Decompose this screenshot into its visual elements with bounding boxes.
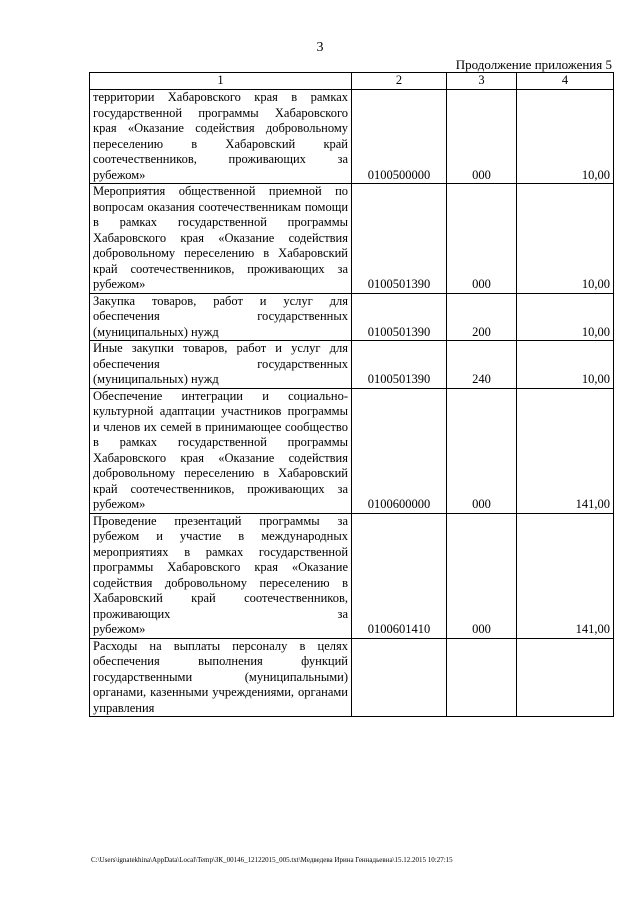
- description-last-line: рубежом»: [93, 622, 146, 636]
- table-row: [90, 513, 614, 638]
- row-target-code: 0100501390: [352, 293, 447, 341]
- description-line: органами, казенными учреждениями,: [93, 685, 295, 699]
- description-line: Расходы на выплаты персоналу в целях: [93, 638, 348, 653]
- description-line: соотечественников, проживающих за: [93, 591, 348, 621]
- description-line: Хабаровского края «Оказание: [93, 105, 349, 135]
- row-target-code: [352, 638, 447, 717]
- row-target-code: 0100600000: [352, 388, 447, 513]
- row-expense-type: 000: [447, 388, 517, 513]
- description-line: переселению в Хабаровский край: [93, 575, 349, 605]
- description-line: государственной программы: [177, 215, 349, 229]
- description-last-line: рубежом»: [93, 277, 146, 291]
- description-line: рубежом и участие в международных: [93, 529, 348, 543]
- row-expense-type: [447, 638, 517, 717]
- column-header-3: 3: [447, 73, 517, 90]
- description-last-line: рубежом»: [93, 167, 146, 182]
- row-description: [90, 388, 352, 513]
- continuation-note: Продолжение приложения 5: [455, 57, 612, 72]
- description-line: содействия добровольному: [93, 450, 348, 480]
- description-line: содействия добровольному: [195, 121, 349, 135]
- description-line: принимающее сообщество в рамках: [93, 419, 349, 449]
- row-target-code: 0100501390: [352, 184, 447, 294]
- row-description: [90, 638, 352, 717]
- description-line: переселению в Хабаровский край: [93, 246, 348, 276]
- row-expense-type: 000: [447, 184, 517, 294]
- row-expense-type: 000: [447, 513, 517, 638]
- description-line: Обеспечение интеграции и социально-: [93, 388, 348, 403]
- description-line: Закупка товаров, работ и услуг для: [93, 293, 348, 308]
- row-amount: 10,00: [517, 184, 614, 294]
- description-line: содействия добровольному: [93, 230, 348, 260]
- description-line: Проведение презентаций программы за: [93, 513, 348, 528]
- description-line: государственной программы: [177, 435, 349, 449]
- description-line: обеспечения выполнения функций: [93, 654, 348, 668]
- table-header-row: [90, 73, 614, 90]
- table-row: [90, 184, 614, 294]
- description-line: соотечественников, проживающих за: [93, 152, 348, 166]
- row-description: [90, 184, 352, 294]
- row-amount: 10,00: [517, 293, 614, 341]
- column-header-1: 1: [90, 73, 352, 90]
- description-line: переселению в Хабаровский край: [93, 136, 348, 151]
- description-line: соотечественникам помощи в рамках: [93, 199, 349, 229]
- description-line: территории Хабаровского края в: [93, 90, 298, 104]
- column-header-2: 2: [352, 73, 447, 90]
- description-line: Хабаровского края «Оказание: [93, 450, 275, 465]
- description-line: соотечественников, проживающих за: [130, 481, 349, 496]
- description-line: культурной адаптации участников: [93, 404, 282, 418]
- page-number: 3: [316, 40, 324, 55]
- row-description: [90, 90, 352, 184]
- description-line: соотечественников, проживающих за: [130, 261, 349, 276]
- row-amount: 141,00: [517, 513, 614, 638]
- table-row: [90, 90, 614, 184]
- row-description: [90, 341, 352, 389]
- description-last-line: (муниципальных) нужд: [93, 372, 219, 386]
- table-row: [90, 388, 614, 513]
- description-line: органами управления: [93, 685, 348, 715]
- description-line: Мероприятия общественной приемной: [93, 184, 322, 198]
- table-row: [90, 293, 614, 341]
- column-header-4: 4: [517, 73, 614, 90]
- row-description: [90, 513, 352, 638]
- description-line: государственными (муниципальными): [93, 669, 348, 684]
- description-line: мероприятиях в рамках: [93, 544, 244, 559]
- description-line: содействия добровольному: [93, 575, 248, 590]
- description-line: Иные закупки товаров, работ и услуг: [93, 341, 321, 355]
- row-target-code: 0100500000: [352, 90, 447, 184]
- description-last-line: рубежом»: [93, 497, 146, 511]
- budget-table: [89, 72, 614, 717]
- description-last-line: (муниципальных) нужд: [93, 324, 219, 339]
- file-path-footer: C:\Users\ignatekhina\AppData\Local\Temp\ЗК_00146_12122015_005.txt\Медведева Ирина Геннадьевна\15.12.2015 10:27:15: [91, 856, 453, 864]
- description-line: Хабаровского края «Оказание: [167, 560, 349, 574]
- row-amount: [517, 638, 614, 717]
- description-line: для обеспечения государственных: [93, 341, 348, 371]
- row-expense-type: 240: [447, 341, 517, 389]
- row-description: [90, 293, 352, 341]
- description-line: переселению в Хабаровский край: [93, 466, 348, 496]
- description-line: рамках государственной программы: [93, 90, 349, 120]
- row-amount: 10,00: [517, 341, 614, 389]
- row-expense-type: 200: [447, 293, 517, 341]
- row-target-code: 0100601410: [352, 513, 447, 638]
- row-expense-type: 000: [447, 90, 517, 184]
- description-line: государственной программы: [93, 544, 349, 574]
- description-line: программы и членов их семей в: [93, 404, 348, 434]
- row-target-code: 0100501390: [352, 341, 447, 389]
- description-line: Хабаровского края «Оказание: [93, 230, 275, 245]
- description-line: по вопросам оказания: [93, 184, 349, 214]
- description-line: обеспечения государственных: [93, 309, 348, 323]
- table-row: [90, 638, 614, 717]
- row-amount: 10,00: [517, 90, 614, 184]
- table-row: [90, 341, 614, 389]
- row-amount: 141,00: [517, 388, 614, 513]
